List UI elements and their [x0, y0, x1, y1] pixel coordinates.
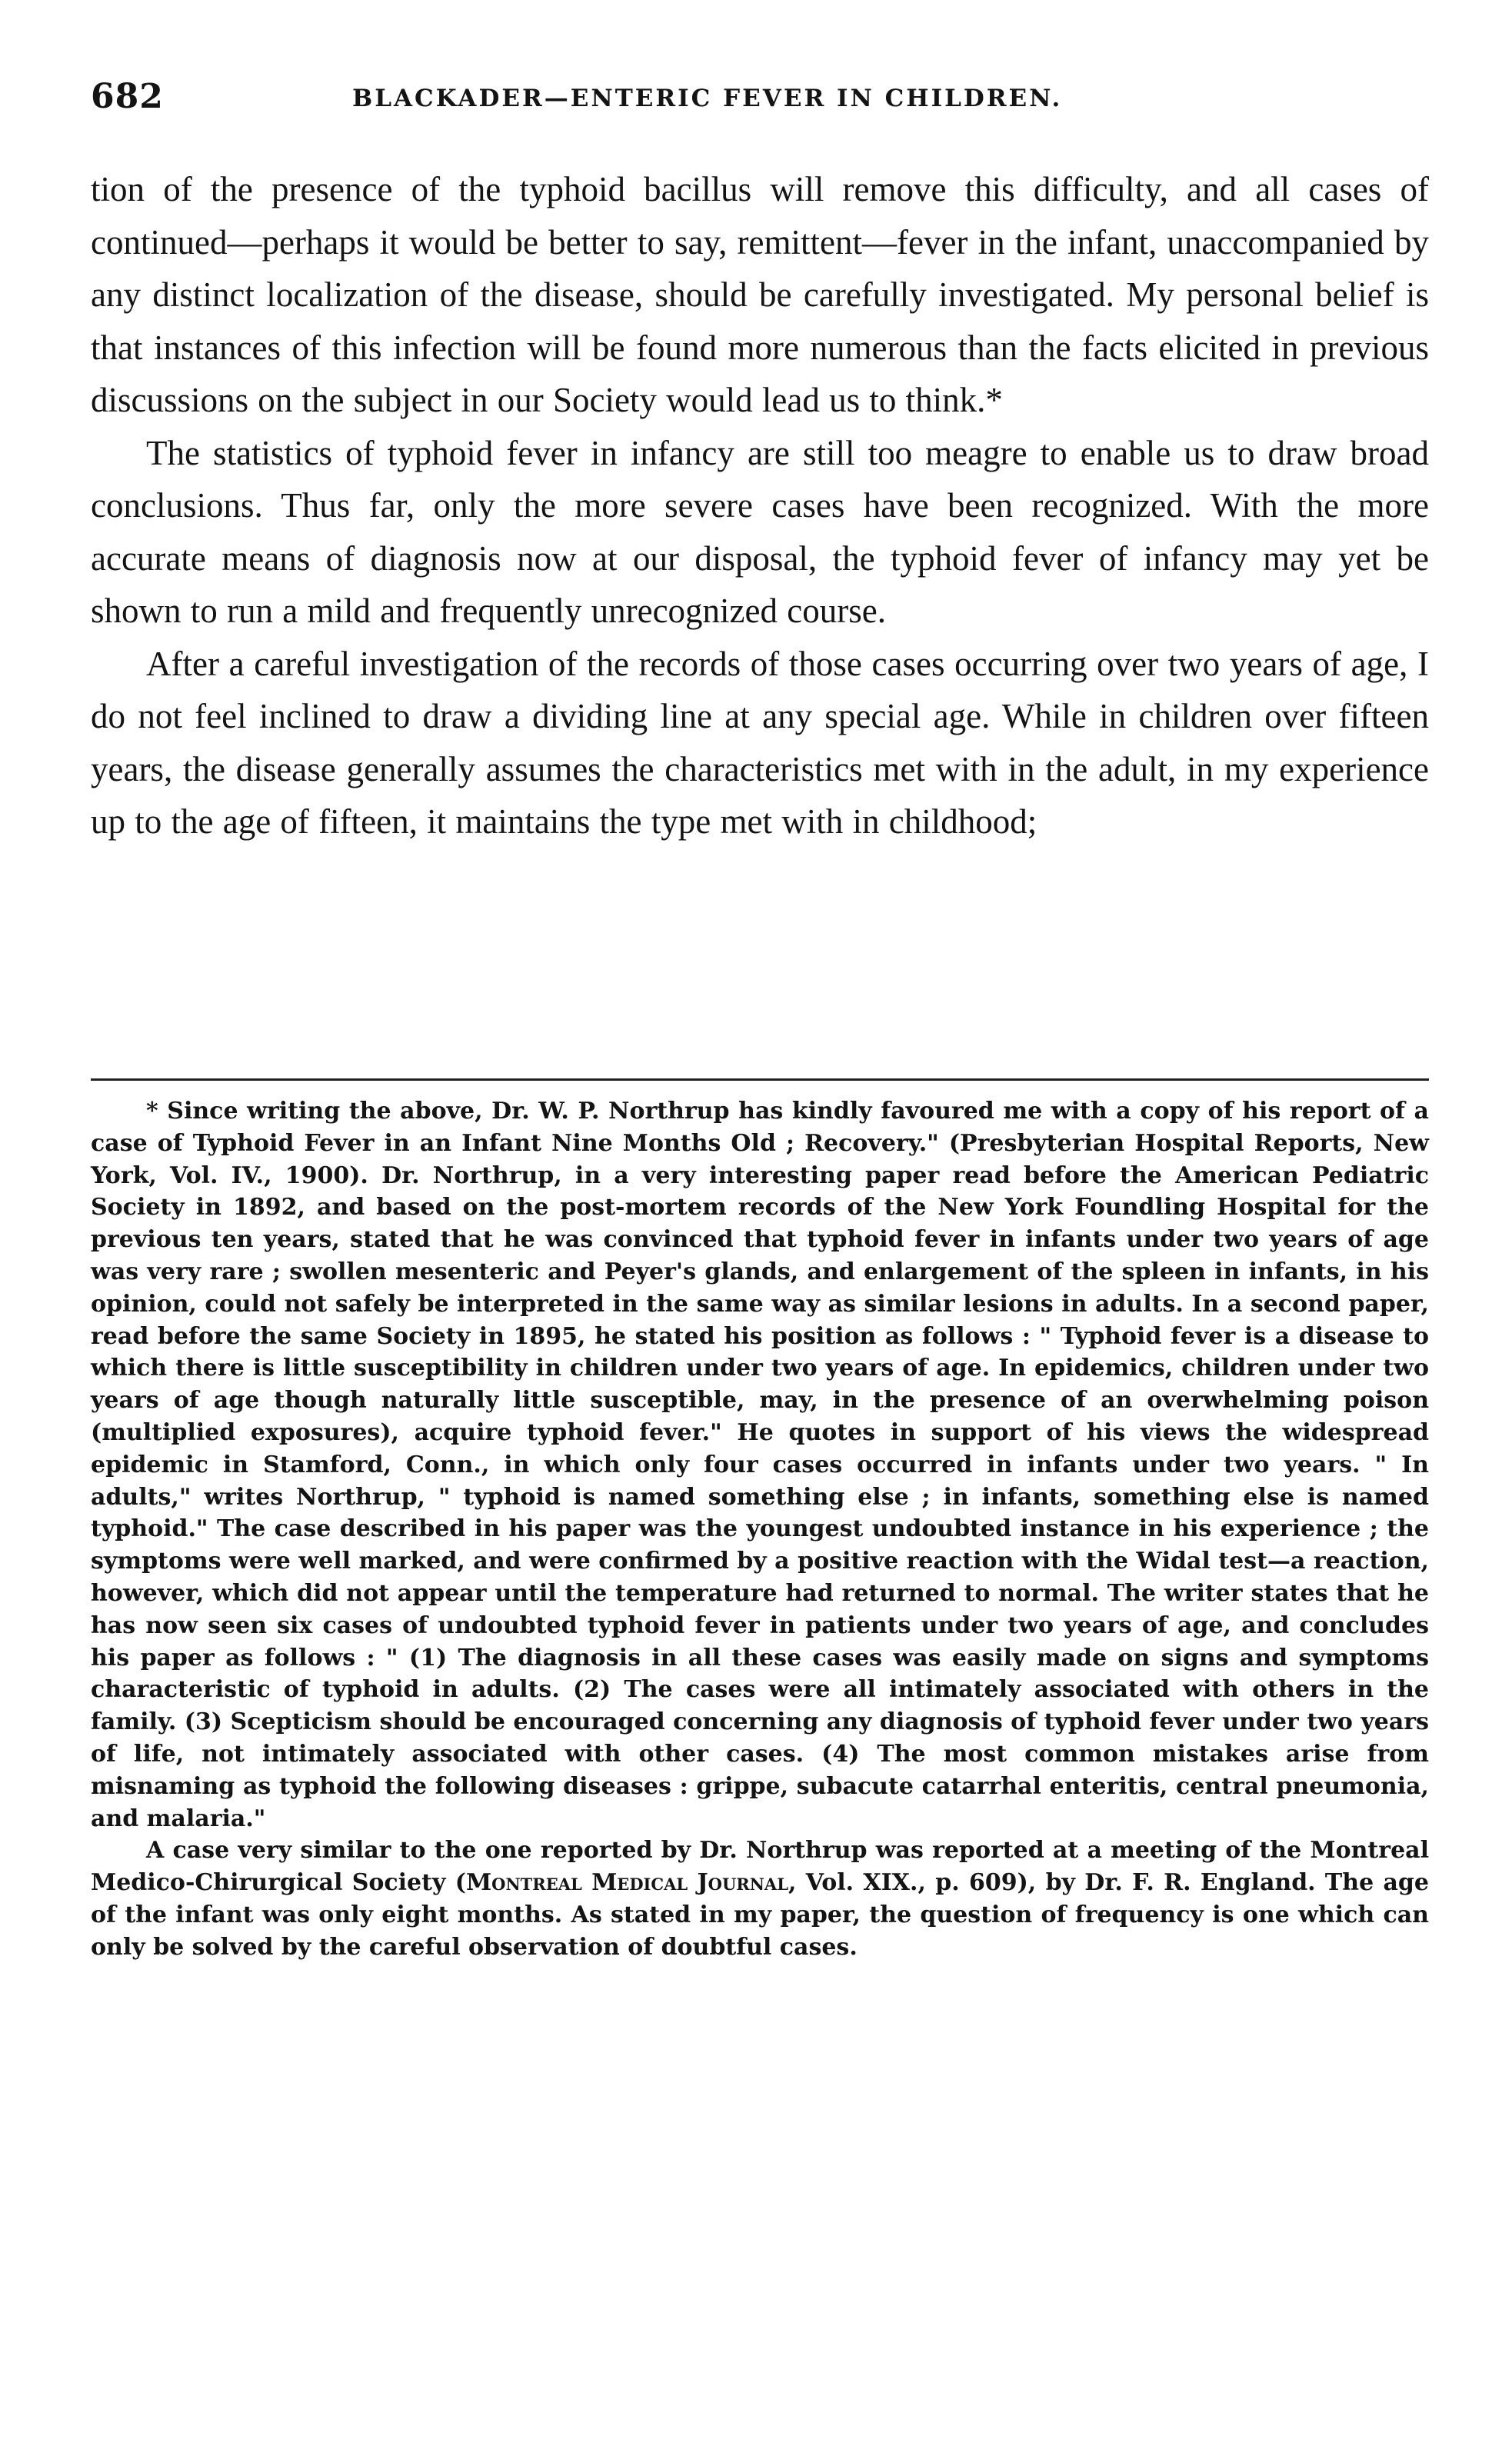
main-text	[91, 163, 1429, 848]
body-paragraph: tion of the presence of the typhoid bacillus will remove this difficulty, and all cases of continued—perhaps it would be better to say, remittent—fever in the infant, unaccompanied by any distinct localization of the disease, should be carefully investigated. My personal belief is that instances of this infection will be found more numerous than the facts elicited in previous discussions on the subject in our Society would lead us to think.*	[91, 170, 1429, 419]
footnote-text: Vol. XIX., p. 609), by Dr. F. R. England. The age of the infant was only eight months. As stated in my paper, the question of frequency is one which can only be solved by the careful observation of doubtful cases.	[91, 1869, 1429, 1961]
page-number: 682	[91, 77, 164, 116]
footnote-text: A case very similar to the one reported by Dr. Northrup was reported at a meeting of the Montreal Medico-Chirurgical Society (	[91, 1837, 1429, 1897]
body-paragraph: The statistics of typhoid fever in infancy are still too meagre to enable us to draw broad conclusions. Thus far, only the more severe cases have been recognized. With the more accurate means of diagnosis now at our disposal, the typhoid fever of infancy may yet be shown to run a mild and frequently unrecognized course.	[91, 433, 1429, 630]
body-paragraph: After a careful investigation of the records of those cases occurring over two years of age, I do not feel inclined to draw a dividing line at any special age. While in children over fifteen years, the disease generally assumes the characteristics met with in the adult, in my experience up to the age of fifteen, it maintains the type met with in childhood;	[91, 644, 1429, 841]
running-title: BLACKADER—ENTERIC FEVER IN CHILDREN.	[352, 85, 1063, 112]
journal-name: Montreal Medical Journal,	[465, 1869, 797, 1897]
footnote-paragraph: * Since writing the above, Dr. W. P. Northrup has kindly favoured me with a copy of his report of a case of Typhoid Fever in an Infant Nine Months Old ; Recovery." (Presbyterian Hospital Reports, New York, Vol. IV., 1900). Dr. Northrup, in a very interesting paper read before the American Pediatric Society in 1892, and based on the post-mortem records of the New York Foundling Hospital for the previous ten years, stated that he was convinced that typhoid fever in infants under two years of age was very rare ; swollen mesenteric and Peyer's glands, and enlargement of the spleen in infants, in his opinion, could not safely be interpreted in the same way as similar lesions in adults. In a second paper, read before the same Society in 1895, he stated his position as follows : " Typhoid fever is a disease to which there is little susceptibility in children under two years of age. In epidemics, children under two years of age though naturally little susceptible, may, in the presence of an overwhelming poison (multiplied exposures), acquire typhoid fever." He quotes in support of his views the widespread epidemic in Stamford, Conn., in which only four cases occurred in infants under two years. " In adults," writes Northrup, " typhoid is named something else ; in infants, something else is named typhoid." The case described in his paper was the youngest undoubted instance in his experience ; the symptoms were well marked, and were confirmed by a positive reaction with the Widal test—a reaction, however, which did not appear until the temperature had returned to normal. The writer states that he has now seen six cases of undoubted typhoid fever in patients under two years of age, and concludes his paper as follows : " (1) The diagnosis in all these cases was easily made on signs and symptoms characteristic of typhoid in adults. (2) The cases were all intimately associated with others in the family. (3) Scepticism should be encouraged concerning any diagnosis of typhoid fever under two years of life, not intimately associated with other cases. (4) The most common mistakes arise from misnaming as typhoid the following diseases : grippe, subacute catarrhal enteritis, central pneumonia, and malaria."	[91, 1098, 1429, 1832]
running-header	[91, 77, 1429, 131]
footnote-paragraph	[91, 1835, 1429, 1963]
footnote	[91, 1095, 1429, 1964]
footnote-divider	[91, 1078, 1429, 1081]
